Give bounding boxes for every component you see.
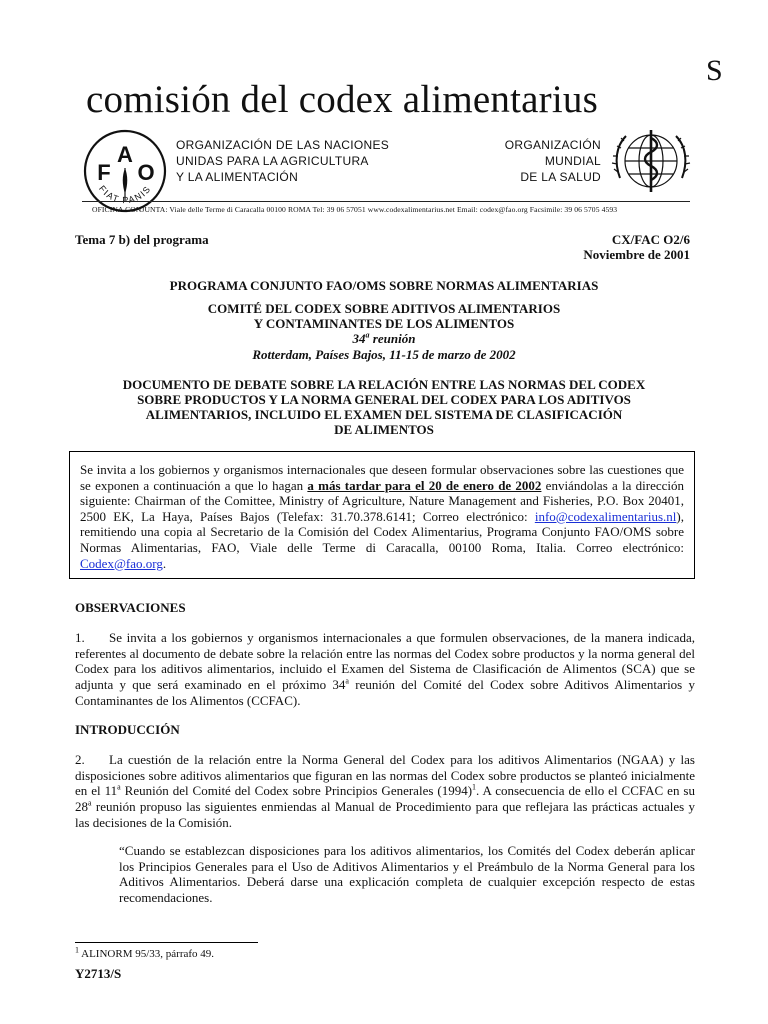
svg-text:F: F xyxy=(97,160,111,185)
document-reference xyxy=(583,232,690,262)
footnote-rule xyxy=(75,942,258,943)
commission-title: comisión del codex alimentarius xyxy=(86,78,598,121)
email-link-codex[interactable]: Codex@fao.org xyxy=(80,555,163,571)
header-rule xyxy=(82,201,690,202)
session-number: 34$^a$ reunión xyxy=(352,330,416,346)
paragraph-1: 1. Se invita a los gobiernos y organismos internacionales a que formulen observaciones, de la manera indicada, referentes al documento de debate sobre la relación entre las normas del Codex sobre productos y la norma general del Codex para los aditivos alimentarios, incluido el Examen del Sistema de Clasificación de Alimentos (SCA) que se adjunta y que será examinado en el próximo 34$^a$ reunión del Comité del Codex sobre Aditivos Alimentarios y Contaminantes de los Alimentos (CCFAC). xyxy=(75,630,696,708)
fao-motto: FIAT PANIS xyxy=(96,183,154,206)
svg-text:O: O xyxy=(137,160,155,185)
comments-invitation-box: Se invita a los gobiernos y organismos internacionales que deseen formular observaciones sobre las cuestiones que se exponen a continuación a que lo hagan a más tardar para el 20 de enero de 2002 enviándolas a la dirección siguiente: Chairman of the Comittee, Ministry of Agriculture, Nature Management and Fisheries, P.O. Box 20401, 2500 EK, La Haya, Países Bajos (Telefax: 31.70.378.6141; Correo electrónico: info@codexalimentarius.nl), remitiendo una copia al Secretario de la Comisión del Codex Alimentarius, Programa Conjunto FAO/OMS sobre Normas Alimentarias, FAO, Viale delle Terme di Caracalla, 00100 Roma, Italia. Correo electrónico: Codex@fao.org. xyxy=(69,451,695,579)
quoted-amendment: “Cuando se establezcan disposiciones para los aditivos alimentarios, los Comités del Codex deberán aplicar los Principios Generales para el Uso de Aditivos Alimentarios y el Preámbulo de la Norma General para los Aditivos Alimentarios. Deberá darse una explicación completa de cualquier excepción respecto de estas recomendaciones. xyxy=(119,843,695,906)
email-link-info[interactable]: info@codexalimentarius.nl xyxy=(534,508,677,524)
meeting-venue: Rotterdam, Países Bajos, 11-15 de marzo de 2002 xyxy=(252,347,516,362)
doc-code: CX/FAC O2/6 xyxy=(611,232,690,247)
paragraph-2: 2. La cuestión de la relación entre la Norma General del Codex para los aditivos Alimentarios (NGAA) y las disposiciones sobre aditivos alimentarios que figuran en las normas del Codex sobre productos se planteó inicialmente en el 11$^a$ Reunión del Comité del Codex sobre Principios Generales $(1994)^1$. A consecuencia de ello el CCFAC en su 28$^a$ reunión propuso las siguientes enmiendas al Manual de Procedimiento para que reflejara las prácticas actuales y las decisiones de la Comisión. xyxy=(75,752,695,830)
language-letter: S xyxy=(706,54,723,87)
committee-name-line2: Y CONTAMINANTES DE LOS ALIMENTOS xyxy=(253,316,515,331)
who-logo-icon xyxy=(610,128,692,194)
doc-date: Noviembre de 2001 xyxy=(583,247,690,262)
svg-text:A: A xyxy=(117,142,133,167)
agenda-item: Tema 7 b) del programa xyxy=(75,232,209,247)
joint-office-line: OFICINA CONJUNTA: Viale delle Terme di Caracalla 00100 ROMA Tel: 39 06 57051 www.codexalimentarius.net Email: codex@fao.org Facsimile: 39 06 5705 4593 xyxy=(92,205,618,214)
job-number: Y2713/S xyxy=(75,966,122,981)
committee-name-line1: COMITÉ DEL CODEX SOBRE ADITIVOS ALIMENTARIOS xyxy=(207,301,561,316)
programme-name: PROGRAMA CONJUNTO FAO/OMS SOBRE NORMAS ALIMENTARIAS xyxy=(169,278,599,293)
observaciones-heading: OBSERVACIONES xyxy=(75,600,186,615)
deadline: a más tardar para el 20 de enero de 2002 xyxy=(307,477,542,493)
footnote: $^1$ ALINORM 95/33, párrafo 49. xyxy=(75,945,215,960)
fao-org-name: ORGANIZACIÓN DE LAS NACIONES UNIDAS PARA LA AGRICULTURA Y LA ALIMENTACIÓN xyxy=(176,138,390,184)
document-title: DOCUMENTO DE DEBATE SOBRE LA RELACIÓN ENTRE LAS NORMAS DEL CODEX SOBRE PRODUCTOS Y LA NORMA GENERAL DEL CODEX PARA LOS ADITIVOS ALIMENTARIOS, INCLUIDO EL EXAMEN DEL SISTEMA DE CLASIFICACIÓN DE ALIMENTOS xyxy=(122,377,646,437)
introduccion-heading: INTRODUCCIÓN xyxy=(75,722,180,737)
who-org-name: ORGANIZACIÓN MUNDIAL DE LA SALUD xyxy=(504,138,601,184)
